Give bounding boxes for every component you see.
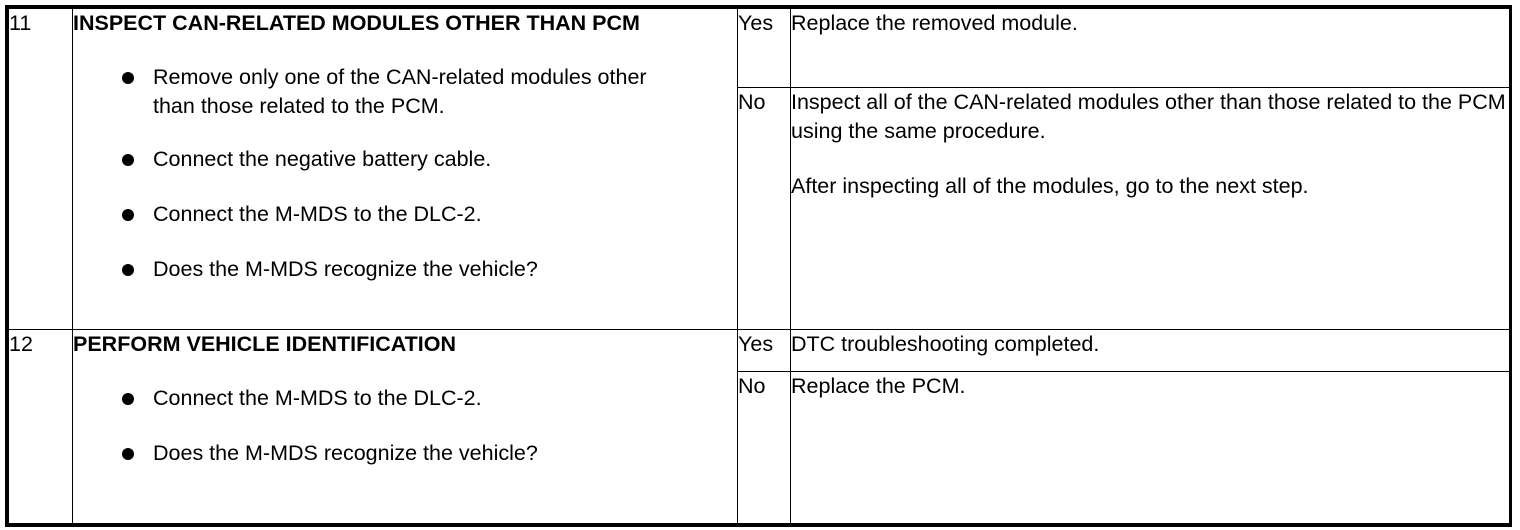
step-bullet-list	[73, 63, 673, 284]
list-item	[73, 255, 673, 284]
step-cell	[73, 9, 738, 330]
no-action-paragraph: After inspecting all of the modules, go to the next step.	[791, 174, 1309, 198]
diagnostic-procedure-table-frame	[5, 5, 1512, 527]
step-row-11-yes	[9, 9, 1510, 88]
no-action	[791, 88, 1510, 330]
yes-action: DTC troubleshooting completed.	[791, 330, 1510, 372]
step-row-12-yes	[9, 330, 1510, 372]
diagnostic-procedure-table	[8, 8, 1510, 524]
list-item	[73, 200, 673, 229]
bullet-text: Connect the M-MDS to the DLC-2.	[153, 202, 482, 226]
step-number: 12	[9, 330, 73, 524]
bullet-text: Does the M-MDS recognize the vehicle?	[153, 441, 538, 465]
no-action	[791, 372, 1510, 524]
step-number: 11	[9, 9, 73, 330]
bullet-text: Remove only one of the CAN-related modules other than those related to the PCM.	[153, 65, 647, 118]
bullet-dot-icon	[122, 264, 134, 276]
step-cell	[73, 330, 738, 524]
step-bullet-list	[73, 384, 737, 468]
bullet-dot-icon	[122, 72, 134, 84]
no-label: No	[738, 372, 791, 524]
bullet-dot-icon	[122, 448, 134, 460]
list-item	[73, 439, 737, 468]
list-item	[73, 145, 673, 174]
bullet-text: Connect the M-MDS to the DLC-2.	[153, 386, 482, 410]
step-title: PERFORM VEHICLE IDENTIFICATION	[73, 332, 457, 356]
bullet-text: Does the M-MDS recognize the vehicle?	[153, 257, 538, 281]
no-action-paragraph: Inspect all of the CAN-related modules other than those related to the PCM using the same procedure.	[791, 90, 1506, 143]
yes-label: Yes	[738, 9, 791, 88]
list-item	[73, 63, 673, 121]
bullet-dot-icon	[122, 154, 134, 166]
list-item	[73, 384, 737, 413]
bullet-dot-icon	[122, 393, 134, 405]
yes-label: Yes	[738, 330, 791, 372]
no-action-paragraph: Replace the PCM.	[791, 374, 966, 398]
bullet-dot-icon	[122, 209, 134, 221]
yes-action: Replace the removed module.	[791, 9, 1510, 88]
step-title: INSPECT CAN-RELATED MODULES OTHER THAN PCM	[73, 11, 640, 35]
no-label: No	[738, 88, 791, 330]
bullet-text: Connect the negative battery cable.	[153, 147, 492, 171]
